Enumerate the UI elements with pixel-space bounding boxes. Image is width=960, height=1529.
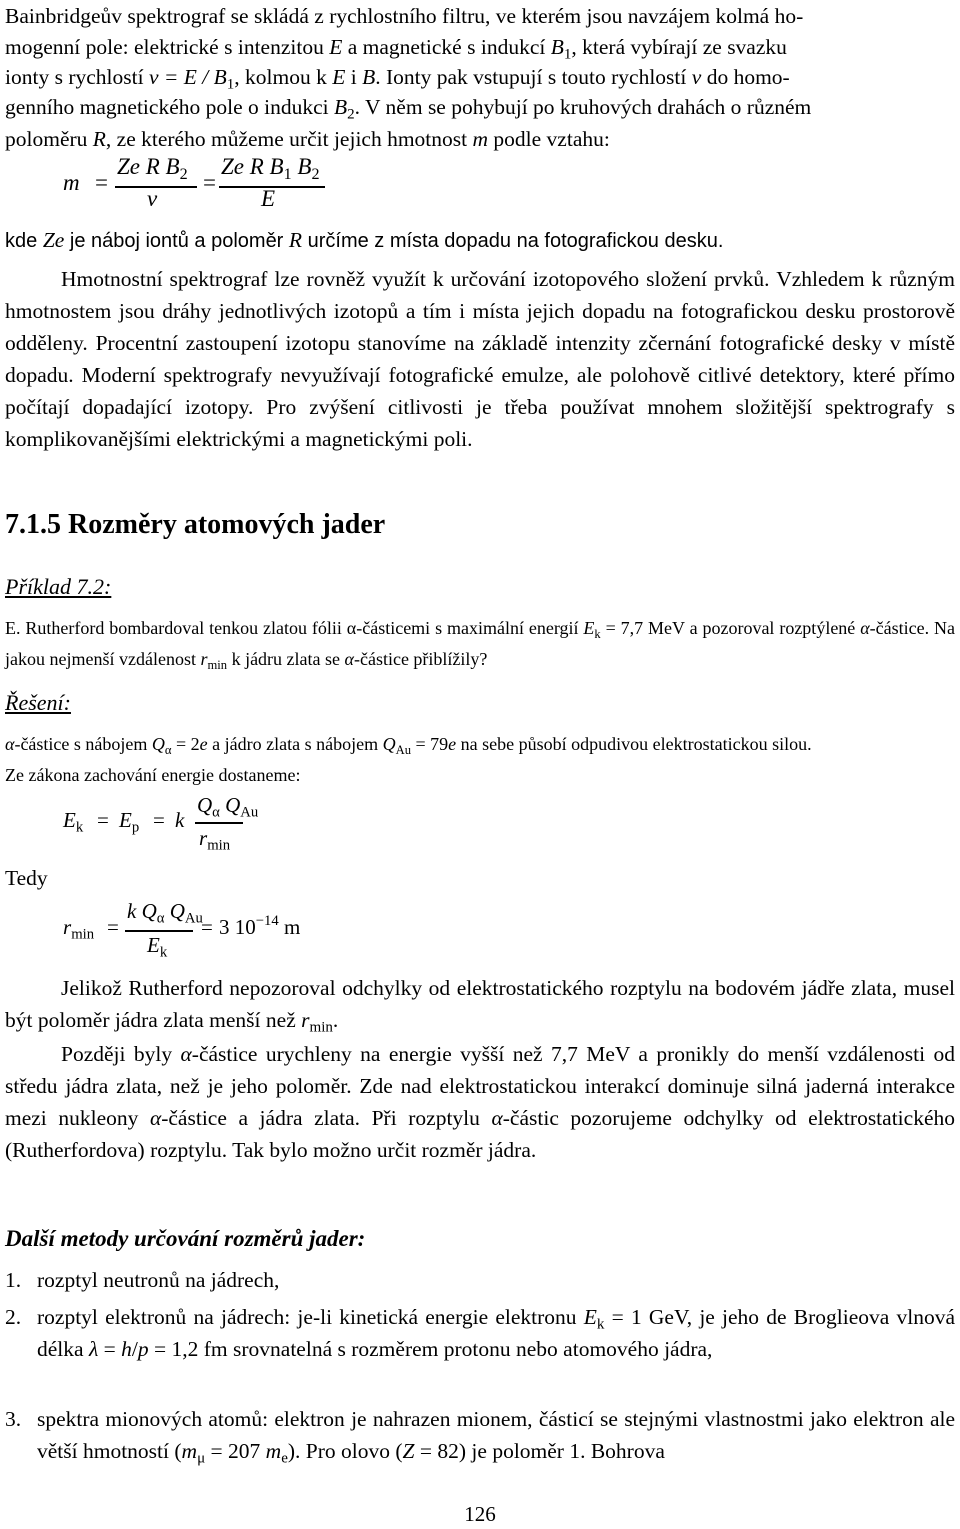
subscript: min [207,837,231,854]
text: , kolmou k [234,65,333,89]
text: do homo- [701,65,790,89]
p2 [5,228,723,253]
subscript: k [596,1316,605,1333]
text: k jádru zlata se [227,649,345,669]
text: mogenní pole: elektrické s intenzitou [5,35,330,59]
text: = 207 [205,1439,266,1463]
var-b: B [362,65,376,89]
solution-text [5,729,955,791]
exponent: −14 [255,913,279,930]
eq-equals: = [95,170,108,195]
text: / [131,1337,138,1361]
text: Ze R B [117,154,180,179]
var-b: B [334,95,348,119]
var-h: h [121,1337,132,1361]
subscript: 2 [311,165,320,183]
eq-equals: = [97,808,109,832]
text: spektra mionových atomů: elektron je nahrazen mionem, částicí se stejnými vlastnostmi jako elektron ale větší hmotností ( [37,1407,955,1463]
p4 [5,972,955,1036]
text: i [345,65,363,89]
list-text [37,1403,955,1467]
text: r [63,915,72,939]
text: Později byly [61,1042,181,1066]
p3-isotopes: Hmotnostní spektrograf lze rovněž využít k určování izotopového složení prvků. Vzhledem k různým hmotnostem jsou dráhy jednotlivých izotopů a tím i místa jejich dopadu na fotografickou desku prostorově odděleny. Procentní zastoupení izotopu stanovíme na základě intenzity zčernání fotografické desky v místě dopadu. Moderní spektrografy nevyužívají fotografické emulze, ale polohově citlivé detektory, které přímo počítají dopadající izotopy. Pro zvýšení citlivosti je třeba používat mnohem složitější spektrografy s komplikovanějšími elektrickými a magnetickými poli. [5,267,955,451]
text: E. Rutherford bombardoval tenkou zlatou fólii [5,618,347,638]
eq-ek [63,808,84,836]
eq-m: m [63,170,80,195]
subscript: Au [395,742,412,757]
text: E [147,933,160,957]
text: -částice urychleny na energie vyšší než 7,7 MeV a pronikly do menší vzdálenosti od středu jádra zlata, než je jeho poloměr. Zde nad elektrostatickou interakcí dominuje silná jaderná interakce mezi nukleony [5,1042,955,1130]
subscript: 1 [283,165,292,183]
eq-rmin [63,915,95,943]
var-e: e [199,734,208,754]
text: poloměru [5,127,93,151]
text: . Ionty pak vstupují s touto rychlostí [375,65,692,89]
alpha: α [149,1106,162,1130]
subscript: k [75,819,84,836]
text: -částicemi s maximální energií [356,618,584,638]
subscript: p [131,819,140,836]
text: , která vybírají ze svazku [571,35,787,59]
eq-ep [119,808,140,836]
text: ionty s rychlostí [5,65,149,89]
text: k Q [127,899,157,923]
fraction-bar [195,822,243,824]
text: -částice a jádra zlata. Při rozptylu [161,1106,492,1130]
text: r [199,826,208,850]
text: -částice s nábojem [14,734,152,754]
list-number: 3. [5,1407,22,1431]
text: Q [197,793,213,817]
alpha: α [5,734,15,754]
text: = 1,2 fm srovnatelná s rozměrem protonu nebo atomového jádra, [148,1337,713,1361]
text: = [98,1337,122,1361]
eq-k: k [175,808,185,832]
text: E [63,808,76,832]
var-m: m [265,1439,282,1463]
alpha: α [491,1106,503,1130]
text: -částic pozorujeme odchylky od elektrostatického (Rutherfordova) rozptylu. Tak bylo možno určit rozměr jádra. [5,1106,955,1162]
fraction-bar [125,930,193,932]
eq-num1 [117,154,188,183]
text: -částice. Na jakou nejmenší vzdálenost [5,618,955,669]
subscript: 2 [347,106,355,123]
text: B [291,154,312,179]
eq-denominator [199,826,231,854]
eq-den1: v [147,186,158,211]
p1-line2 [5,35,787,63]
var-v: v [691,65,702,89]
text: , ze kterého můžeme určit jejich hmotnost [105,127,473,151]
text: = 7,7 MeV a pozoroval rozptýlené [600,618,861,638]
text: = 82) je poloměr 1. Bohrova [414,1439,665,1463]
p1-line5 [5,127,610,152]
text: podle vztahu: [488,127,610,151]
var-e: E [329,35,343,59]
text: 3 10 [219,915,256,939]
eq-value [219,915,300,940]
text: E [119,808,132,832]
lambda: λ [88,1337,99,1361]
var-e: E [332,65,346,89]
var-z: Z [402,1439,415,1463]
methods-heading: Další metody určování rozměrů jader: [5,1226,366,1251]
var-r: R [92,127,106,151]
text: Ze zákona zachování energie dostaneme: [5,765,301,785]
alpha: α [344,649,354,669]
text: a jádro zlata s nábojem [207,734,383,754]
var-e: e [448,734,457,754]
var-e: E [583,618,595,638]
text: a magnetické s indukcí [342,35,551,59]
list-text: rozptyl neutronů na jádrech, [37,1268,280,1292]
list-number: 2. [5,1305,22,1329]
var-q: Q [151,734,165,754]
text: genního magnetického pole o indukci [5,95,334,119]
subscript: min [309,1019,333,1036]
p1-line1 [5,4,803,29]
text: Ze R B [221,154,284,179]
subscript: α [156,910,165,927]
text: ). Pro olovo ( [287,1439,403,1463]
var-q: Q [382,734,396,754]
tedy-label: Tedy [5,866,48,890]
section-heading: 7.1.5 Rozměry atomových jader [5,509,386,540]
text: . [332,1008,339,1032]
text: -částice přiblížily? [353,649,488,669]
list-text [37,1301,955,1365]
var-b: B [550,35,564,59]
text: Q [219,793,241,817]
var-m: m [472,127,489,151]
text: . V něm se pohybují po kruhových drahách o různém [354,95,812,119]
unit: m [283,915,301,939]
example-text [5,613,955,675]
var-ze: Ze [42,228,65,252]
subscript: μ [197,1450,206,1467]
p1-line3 [5,65,790,93]
subscript: k [594,626,601,641]
page-number: 126 [464,1502,496,1526]
text: = 79 [411,734,449,754]
solution-label: Řešení: [5,690,71,715]
text: Q [164,899,185,923]
eq-equals: = [107,915,119,939]
var-m: m [181,1439,198,1463]
subscript: Au [240,804,259,821]
subscript: min [207,657,228,672]
subscript: α [212,804,220,821]
var-r: r [200,649,208,669]
alpha: α [346,618,357,638]
eq-equals: = [153,808,165,832]
eq-numerator [127,899,203,927]
subscript: 1 [563,46,572,63]
var-r: R [288,228,303,252]
text: na sebe působí odpudivou elektrostatickou silou. [456,734,812,754]
p1-line4 [5,95,812,123]
text: Bainbridgeův spektrograf se skládá z rychlostního filtru, ve kterém jsou navzájem kolmá ho- [5,4,804,28]
eq-den2: E [261,186,276,211]
subscript: min [71,926,95,943]
alpha: α [860,618,870,638]
var-e: E [583,1305,597,1329]
var-p: p [137,1337,149,1361]
p5 [5,1038,955,1166]
text: je náboj iontů a poloměr [64,230,289,252]
subscript: k [159,944,168,961]
eq-num2 [221,154,320,183]
subscript: Au [184,910,203,927]
eq-numerator [197,793,259,821]
subscript: e [281,1450,288,1467]
text: kde [5,230,43,252]
text: Jelikož Rutherford nepozoroval odchylky od elektrostatického rozptylu na bodovém jádře zlata, musel být poloměr jádra zlata menší než [5,976,955,1032]
subscript: 1 [226,76,235,93]
text: = 1 GeV, je jeho de Broglieova vlnová délka [37,1305,956,1361]
subscript: 2 [179,165,188,183]
text: = 2 [171,734,200,754]
list-number: 1. [5,1268,22,1292]
subscript: α [164,742,172,757]
example-label: Příklad 7.2: [5,574,112,599]
text: určíme z místa dopadu na fotografickou desku. [302,230,724,252]
eq-equals: = [203,170,216,195]
text: rozptyl elektronů na jádrech: je-li kinetická energie elektronu [37,1305,584,1329]
inline-formula: v = E / B [148,65,227,89]
eq-denominator [147,933,168,961]
alpha: α [180,1042,192,1066]
var-r: r [301,1008,310,1032]
eq-equals: = [201,915,213,939]
